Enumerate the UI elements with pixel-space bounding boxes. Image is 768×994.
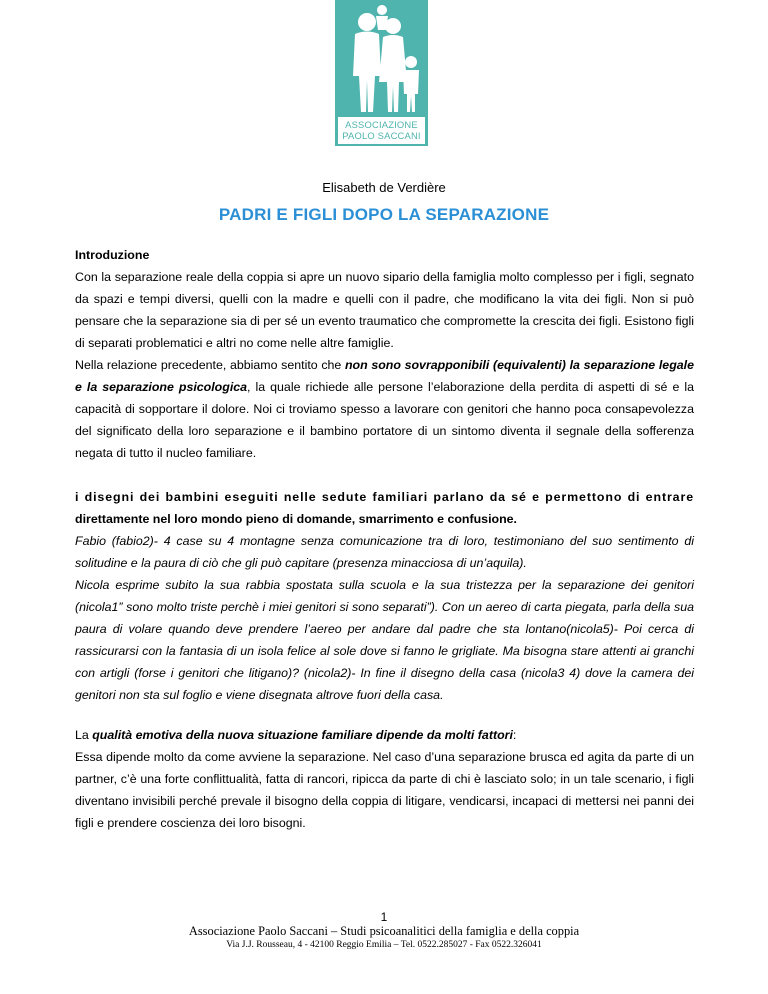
- page-footer: [0, 910, 768, 952]
- drawings-lead: i disegni dei bambini eseguiti nelle sedute familiari parlano da sé e permettono di entrare: [75, 490, 694, 504]
- author-name: Elisabeth de Verdière: [322, 180, 446, 195]
- nicola-paragraph: Nicola esprime subito la sua rabbia spostata sulla scuola e la sua tristezza per la separazione dei genitori (nicola1” sono molto triste perchè i miei genitori si sono separati”). Con un aereo di carta piegata, parla della sua paura di volare quando deve prendere l’aereo per andare dal padre che sta lontano(nicola5)- Poi cerca di rassicurarsi con la fantasia di un isola felice al sole dove si fanno le grigliate. Ma bisogna stare attenti ai granchi con artigli (forse i genitori che litigano)? (nicola2)- In fine il disegno della casa (nicola3 4) dove la camera dei genitori non sta sul foglio e viene disegnata altrove fuori della casa.: [75, 578, 694, 702]
- page-number: 1: [380, 910, 388, 924]
- quality-lead: La qualità emotiva della nuova situazione familiare dipende da molti fattori:: [75, 728, 517, 742]
- quality-paragraph: Essa dipende molto da come avviene la separazione. Nel caso d’una separazione brusca ed agita da parte di un partner, c’è una forte conflittualità, fatta di rancori, ripicca da parte di chi è lasciato solo; in un tale scenario, i figli diventano invisibili perché prevale il bisogno della coppia di litigare, vendicarsi, incapaci di mettersi nei panni dei figli e prendere coscienza dei loro bisogni.: [75, 750, 694, 830]
- quality-emphasis: qualità emotiva della nuova situazione familiare dipende da molti fattori: [92, 728, 513, 742]
- footer-line1: Associazione Paolo Saccani – Studi psicoanalitici della famiglia e della coppia: [188, 924, 580, 938]
- intro-heading: Introduzione: [75, 248, 150, 262]
- fabio-paragraph: Fabio (fabio2)- 4 case su 4 montagne senza comunicazione tra di loro, testimoniano del suo sentimento di solitudine e la paura di ciò che gli può capitare (presenza minacciosa di un’aquila).: [75, 534, 694, 570]
- logo-line1: ASSOCIAZIONE: [345, 119, 418, 130]
- footer-line2: Via J.J. Rousseau, 4 - 42100 Reggio Emilia – Tel. 0522.285027 - Fax 0522.326041: [226, 940, 542, 950]
- intro-paragraph-1: Con la separazione reale della coppia si apre un nuovo sipario della famiglia molto complesso per i figli, segnato da spazi e tempi diversi, quelli con la madre e quelli con il padre, che modificano la vita dei figli. Non si può pensare che la separazione sia di per sé un evento traumatico che compromette la crescita dei figli. Esistono figli di separati problematici e altri no come nelle altre famiglie.: [75, 270, 694, 350]
- intro-paragraph-2: Nella relazione precedente, abbiamo sentito che non sono sovrapponibili (equivalenti) la separazione legale e la separazione psicologica, la quale richiede alle persone l’elaborazione della perdita di aspetti di sé e la capacità di sopportare il dolore. Noi ci troviamo spesso a lavorare con genitori che hanno poca consapevolezza del significato della loro separazione e il bambino portatore di un sintomo diventa il segnale della sofferenza negata di tutto il nucleo familiare.: [75, 358, 694, 460]
- drawings-section: [75, 486, 694, 706]
- quality-section: [75, 724, 694, 834]
- drawings-lead-continued: direttamente nel loro mondo pieno di domande, smarrimento e confusione.: [75, 512, 517, 526]
- association-logo: [335, 0, 428, 146]
- intro-section: [75, 244, 694, 464]
- document-title: PADRI E FIGLI DOPO LA SEPARAZIONE: [218, 205, 550, 224]
- logo-line2: PAOLO SACCANI: [342, 130, 421, 141]
- intro-emphasis: non sono sovrapponibili (equivalenti) la separazione legale e la separazione psicologica: [75, 358, 694, 394]
